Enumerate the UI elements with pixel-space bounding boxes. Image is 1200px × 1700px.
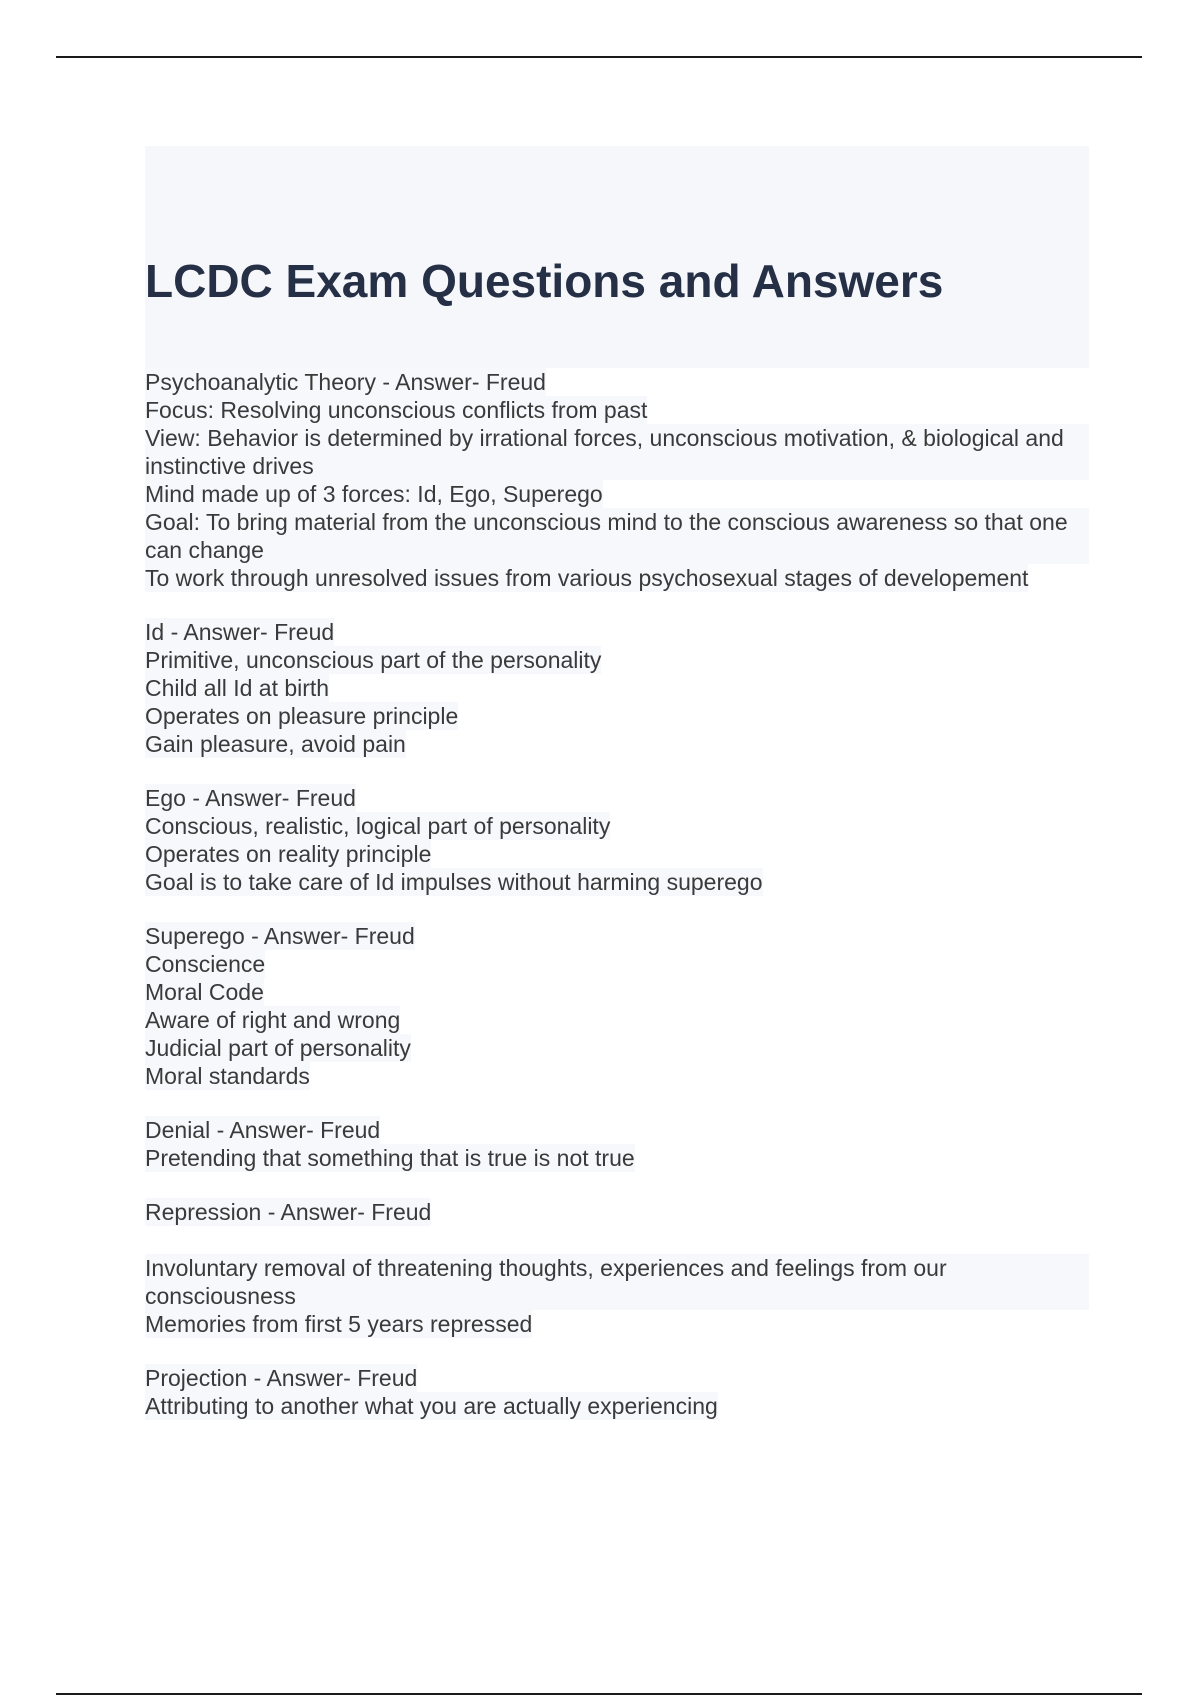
- qa-entry: [145, 922, 1089, 1090]
- qa-answer-line: Goal: To bring material from the unconscious mind to the conscious awareness so that one can change: [145, 508, 1089, 564]
- qa-entry: [145, 1116, 1089, 1172]
- qa-answer-line: Involuntary removal of threatening thoughts, experiences and feelings from our consciousness: [145, 1254, 1089, 1310]
- qa-answer-line: Conscience: [145, 951, 266, 977]
- qa-answer-line: Attributing to another what you are actually experiencing: [145, 1393, 718, 1419]
- qa-answer-line: Gain pleasure, avoid pain: [145, 731, 406, 757]
- qa-answer-line: Moral standards: [145, 1063, 310, 1089]
- qa-question: Repression - Answer- Freud: [145, 1199, 432, 1225]
- qa-answer-line: Mind made up of 3 forces: Id, Ego, Superego: [145, 481, 603, 507]
- qa-answer-line: Operates on reality principle: [145, 841, 432, 867]
- qa-answer-line: Child all Id at birth: [145, 675, 330, 701]
- qa-list: [145, 368, 1089, 1446]
- qa-entry: [145, 618, 1089, 758]
- qa-answer-line: Conscious, realistic, logical part of personality: [145, 813, 611, 839]
- qa-entry: [145, 368, 1089, 592]
- document-title: LCDC Exam Questions and Answers: [145, 255, 944, 307]
- qa-answer-line: Pretending that something that is true is not true: [145, 1145, 635, 1171]
- title-banner: [145, 146, 1089, 368]
- qa-entry: [145, 1364, 1089, 1420]
- qa-answer-line: Focus: Resolving unconscious conflicts from past: [145, 397, 648, 423]
- qa-entry: [145, 1198, 1089, 1338]
- qa-question: Superego - Answer- Freud: [145, 923, 415, 949]
- qa-answer-line: Judicial part of personality: [145, 1035, 411, 1061]
- qa-question: Psychoanalytic Theory - Answer- Freud: [145, 369, 546, 395]
- qa-question: Id - Answer- Freud: [145, 619, 335, 645]
- qa-answer-line: Memories from first 5 years repressed: [145, 1311, 533, 1337]
- qa-answer-line: Operates on pleasure principle: [145, 703, 459, 729]
- qa-question: Denial - Answer- Freud: [145, 1117, 381, 1143]
- qa-answer-line: Moral Code: [145, 979, 264, 1005]
- header-rule: [56, 56, 1142, 58]
- qa-question: Ego - Answer- Freud: [145, 785, 356, 811]
- footer-rule: [56, 1693, 1142, 1695]
- qa-answer-line: To work through unresolved issues from various psychosexual stages of developement: [145, 565, 1029, 591]
- qa-answer-line: Aware of right and wrong: [145, 1007, 401, 1033]
- qa-answer-line: View: Behavior is determined by irrational forces, unconscious motivation, & biological and instinctive drives: [145, 424, 1089, 480]
- qa-entry: [145, 784, 1089, 896]
- qa-question: Projection - Answer- Freud: [145, 1365, 418, 1391]
- qa-answer-line: Primitive, unconscious part of the personality: [145, 647, 602, 673]
- qa-answer-line: Goal is to take care of Id impulses without harming superego: [145, 869, 763, 895]
